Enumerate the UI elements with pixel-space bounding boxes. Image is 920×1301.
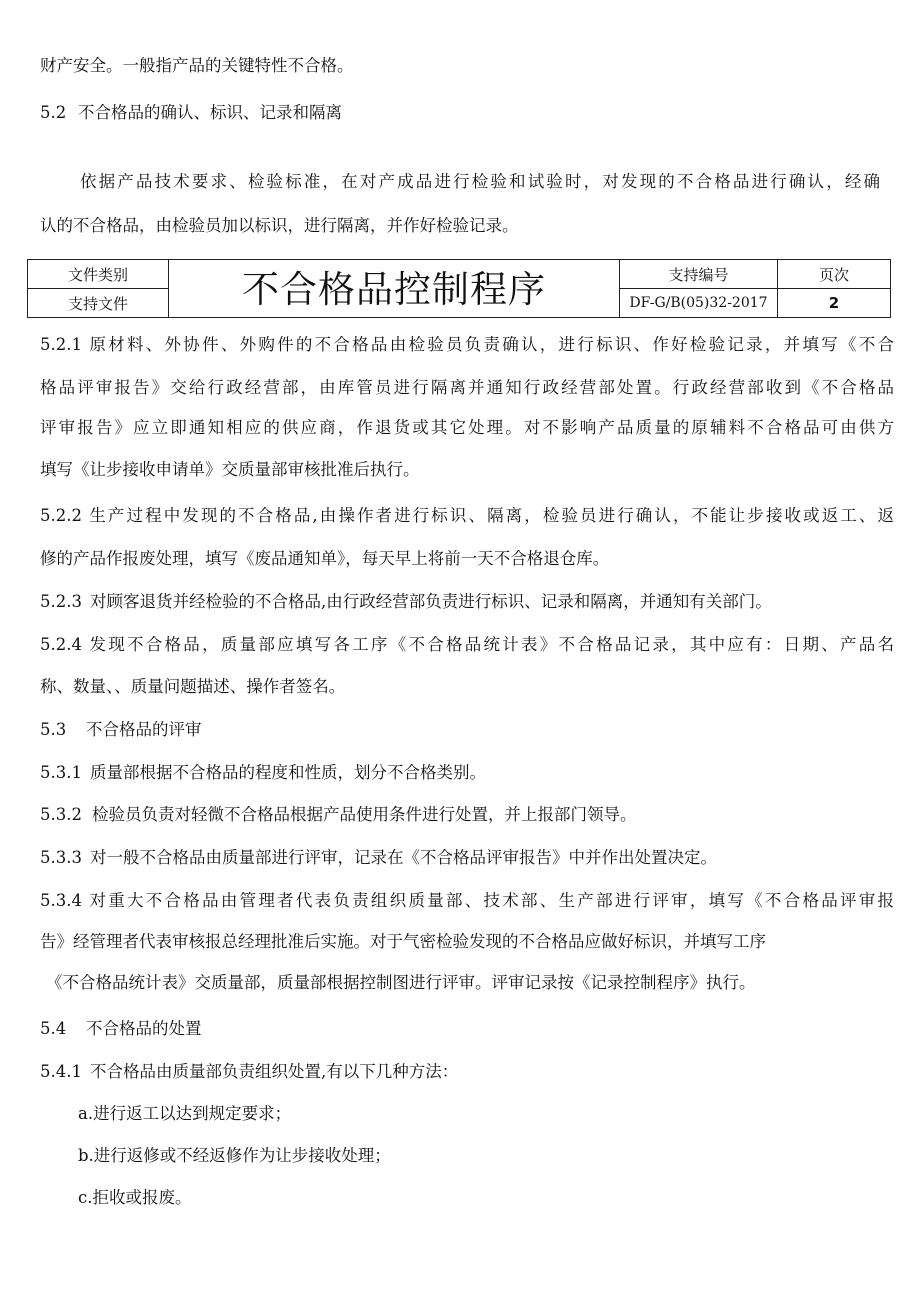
section-heading-5-4 xyxy=(40,1017,894,1041)
document-title: 不合格品控制程序 xyxy=(169,260,620,318)
paragraph-line: 评审报告》应立即通知相应的供应商，作退货或其它处理。对不影响产品质量的原辅料不合格品可由供方 xyxy=(40,418,894,437)
section-number: 5.2.3 xyxy=(40,592,82,611)
paragraph-line xyxy=(40,889,894,913)
section-number: 5.2 xyxy=(40,103,67,122)
section-number: 5.2.2 xyxy=(40,506,82,525)
paragraph-text: 生产过程中发现的不合格品,由操作者进行标识、隔离，检验员进行确认，不能让步接收或返工、返 xyxy=(89,506,894,525)
section-heading-5-2 xyxy=(40,101,894,125)
page-number: 2 xyxy=(778,289,891,318)
list-item: b.进行返修或不经返修作为让步接收处理； xyxy=(78,1146,391,1165)
paragraph-text: 对重大不合格品由管理者代表负责组织质量部、技术部、生产部进行评审，填写《不合格品评审报 xyxy=(89,891,895,910)
section-number: 5.4 xyxy=(40,1019,67,1038)
list-item: a.进行返工以达到规定要求； xyxy=(78,1104,292,1123)
paragraph-line xyxy=(40,333,894,357)
section-title: 不合格品的评审 xyxy=(86,720,202,739)
text-line: 财产安全。一般指产品的关键特性不合格。 xyxy=(40,56,354,75)
paragraph-line xyxy=(40,590,894,614)
paragraph-line: 修的产品作报废处理，填写《废品通知单》，每天早上将前一天不合格退仓库。 xyxy=(40,549,610,568)
document-header-table xyxy=(27,259,891,318)
paragraph-line: 格品评审报告》交给行政经营部，由库管员进行隔离并通知行政经营部处置。行政经营部收到《不合格品 xyxy=(40,378,894,397)
section-number: 5.3.1 xyxy=(40,763,82,782)
paragraph-line xyxy=(40,1060,894,1084)
paragraph-text: 原材料、外协件、外购件的不合格品由检验员负责确认，进行标识、作好检验记录，并填写《不合 xyxy=(89,335,895,354)
section-number: 5.3 xyxy=(40,720,67,739)
paragraph-line: 认的不合格品，由检验员加以标识，进行隔离，并作好检验记录。 xyxy=(40,216,519,235)
paragraph-line: 《不合格品统计表》交质量部，质量部根据控制图进行评审。评审记录按《记录控制程序》执行。 xyxy=(46,973,756,992)
page-label: 页次 xyxy=(778,260,891,289)
paragraph-line: 依据产品技术要求、检验标准，在对产成品进行检验和试验时，对发现的不合格品进行确认，经确 xyxy=(80,172,880,191)
paragraph-line xyxy=(40,633,894,657)
paragraph-line xyxy=(40,504,894,528)
paragraph-line: 告》经管理者代表审核报总经理批准后实施。对于气密检验发现的不合格品应做好标识，并填写工序 xyxy=(40,932,766,951)
section-number: 5.3.4 xyxy=(40,891,82,910)
section-heading-5-3 xyxy=(40,718,894,742)
list-item: c.拒收或报废。 xyxy=(78,1188,192,1207)
section-title: 不合格品的处置 xyxy=(86,1019,202,1038)
paragraph-line xyxy=(40,803,894,827)
paragraph-line xyxy=(40,846,894,870)
file-category-value: 支持文件 xyxy=(28,289,169,318)
section-number: 5.2.4 xyxy=(40,635,82,654)
section-number: 5.4.1 xyxy=(40,1062,82,1081)
paragraph-text: 不合格品由质量部负责组织处置,有以下几种方法： xyxy=(90,1062,459,1081)
support-number-value: DF-G/B(05)32-2017 xyxy=(620,289,778,318)
paragraph-text: 发现不合格品，质量部应填写各工序《不合格品统计表》不合格品记录，其中应有：日期、产品名 xyxy=(89,635,895,654)
section-title: 不合格品的确认、标识、记录和隔离 xyxy=(78,103,342,122)
paragraph-line: 称、数量、、质量问题描述、操作者签名。 xyxy=(40,677,346,696)
support-number-label: 支持编号 xyxy=(620,260,778,289)
section-number: 5.3.3 xyxy=(40,848,82,867)
paragraph-text: 质量部根据不合格品的程度和性质，划分不合格类别。 xyxy=(90,763,486,782)
section-number: 5.2.1 xyxy=(40,335,82,354)
section-number: 5.3.2 xyxy=(40,805,82,824)
paragraph-text: 对一般不合格品由质量部进行评审，记录在《不合格品评审报告》中并作出处置决定。 xyxy=(90,848,717,867)
paragraph-text: 对顾客退货并经检验的不合格品,由行政经营部负责进行标识、记录和隔离，并通知有关部门。 xyxy=(90,592,772,611)
paragraph-line xyxy=(40,761,894,785)
file-category-label: 文件类别 xyxy=(28,260,169,289)
paragraph-line: 填写《让步接收申请单》交质量部审核批准后执行。 xyxy=(40,460,420,479)
paragraph-text: 检验员负责对轻微不合格品根据产品使用条件进行处置，并上报部门领导。 xyxy=(92,805,637,824)
